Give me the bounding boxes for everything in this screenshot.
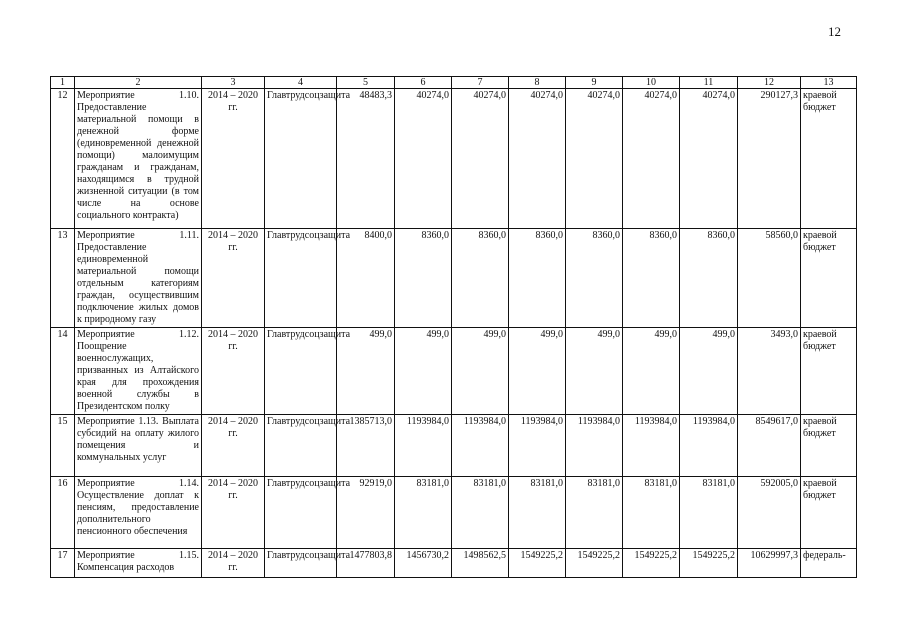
executor-cell: Главтрудсоцзащита [265,477,337,549]
year-value-cell: 1549225,2 [509,549,566,578]
year-value-cell: 40274,0 [395,89,452,229]
year-value-cell: 83181,0 [452,477,509,549]
column-header: 13 [801,77,857,89]
table-row [51,415,857,477]
executor-cell: Главтрудсоцзащита [265,415,337,477]
year-value-cell: 1456730,2 [395,549,452,578]
total-cell: 290127,3 [738,89,801,229]
period-cell: 2014 – 2020 гг. [202,328,265,415]
funding-source-cell: краевой бюджет [801,89,857,229]
year-value-cell: 499,0 [680,328,738,415]
period-cell: 2014 – 2020 гг. [202,89,265,229]
table-row [51,229,857,328]
year-value-cell: 1193984,0 [452,415,509,477]
year-value-cell: 83181,0 [623,477,680,549]
year-value-cell: 499,0 [452,328,509,415]
year-value-cell: 1193984,0 [395,415,452,477]
total-cell: 3493,0 [738,328,801,415]
period-cell: 2014 – 2020 гг. [202,415,265,477]
row-number-cell: 14 [51,328,75,415]
year-value-cell: 1193984,0 [680,415,738,477]
year-value-cell: 8360,0 [623,229,680,328]
funding-source-cell: краевой бюджет [801,328,857,415]
year-value-cell: 8400,0 [337,229,395,328]
year-value-cell: 1549225,2 [623,549,680,578]
funding-source-cell: федераль- [801,549,857,578]
year-value-cell: 40274,0 [566,89,623,229]
total-cell: 58560,0 [738,229,801,328]
funding-source-cell: краевой бюджет [801,415,857,477]
year-value-cell: 83181,0 [509,477,566,549]
year-value-cell: 499,0 [337,328,395,415]
year-value-cell: 499,0 [566,328,623,415]
row-number-cell: 13 [51,229,75,328]
column-header: 4 [265,77,337,89]
page-number: 12 [828,24,841,39]
period-cell: 2014 – 2020 гг. [202,229,265,328]
period-cell: 2014 – 2020 гг. [202,477,265,549]
column-header: 8 [509,77,566,89]
total-cell: 10629997,3 [738,549,801,578]
table-row [51,477,857,549]
year-value-cell: 40274,0 [680,89,738,229]
year-value-cell: 8360,0 [566,229,623,328]
year-value-cell: 1193984,0 [509,415,566,477]
measure-name-cell: Мероприятие 1.11. Предоставление единовременной материальной помощи отдельным категориям граждан, осуществившим подключение жилых домов к природному газу [75,229,202,328]
measure-name-cell: Мероприятие 1.12. Поощрение военнослужащих, призванных из Алтайского края для прохождения военной службы в Президентском полку [75,328,202,415]
year-value-cell: 83181,0 [680,477,738,549]
year-value-cell: 1498562,5 [452,549,509,578]
column-header: 11 [680,77,738,89]
year-value-cell: 48483,3 [337,89,395,229]
row-number-cell: 15 [51,415,75,477]
year-value-cell: 40274,0 [452,89,509,229]
table-header-row [51,77,857,89]
total-cell: 592005,0 [738,477,801,549]
table-row [51,89,857,229]
year-value-cell: 499,0 [509,328,566,415]
year-value-cell: 1549225,2 [566,549,623,578]
funding-source-cell: краевой бюджет [801,229,857,328]
year-value-cell: 1549225,2 [680,549,738,578]
executor-cell: Главтрудсоцзащита [265,229,337,328]
column-header: 1 [51,77,75,89]
year-value-cell: 499,0 [395,328,452,415]
measure-name-cell: Мероприятие 1.14. Осуществление доплат к пенсиям, предоставление дополнительного пенсионного обеспечения [75,477,202,549]
year-value-cell: 1477803,8 [337,549,395,578]
funding-source-cell: краевой бюджет [801,477,857,549]
year-value-cell: 83181,0 [566,477,623,549]
column-header: 2 [75,77,202,89]
year-value-cell: 8360,0 [452,229,509,328]
year-value-cell: 1193984,0 [623,415,680,477]
year-value-cell: 8360,0 [509,229,566,328]
measure-name-cell: Мероприятие 1.15. Компенсация расходов [75,549,202,578]
period-cell: 2014 – 2020 гг. [202,549,265,578]
year-value-cell: 499,0 [623,328,680,415]
table-row [51,549,857,578]
year-value-cell: 1193984,0 [566,415,623,477]
executor-cell: Главтрудсоцзащита [265,549,337,578]
program-measures-table [50,76,857,578]
executor-cell: Главтрудсоцзащита [265,89,337,229]
year-value-cell: 1385713,0 [337,415,395,477]
year-value-cell: 83181,0 [395,477,452,549]
year-value-cell: 40274,0 [623,89,680,229]
executor-cell: Главтрудсоцзащита [265,328,337,415]
year-value-cell: 92919,0 [337,477,395,549]
column-header: 3 [202,77,265,89]
column-header: 5 [337,77,395,89]
year-value-cell: 8360,0 [680,229,738,328]
year-value-cell: 8360,0 [395,229,452,328]
year-value-cell: 40274,0 [509,89,566,229]
row-number-cell: 17 [51,549,75,578]
row-number-cell: 16 [51,477,75,549]
row-number-cell: 12 [51,89,75,229]
column-header: 9 [566,77,623,89]
column-header: 12 [738,77,801,89]
total-cell: 8549617,0 [738,415,801,477]
measure-name-cell: Мероприятие 1.13. Выплата субсидий на оплату жилого помещения и коммунальных услуг [75,415,202,477]
measure-name-cell: Мероприятие 1.10. Предоставление материальной помощи в денежной форме (единовременной денежной помощи) малоимущим гражданам и гражданам, находящимся в трудной жизненной ситуации (в том числе на основе социального контракта) [75,89,202,229]
table-row [51,328,857,415]
column-header: 10 [623,77,680,89]
column-header: 7 [452,77,509,89]
column-header: 6 [395,77,452,89]
